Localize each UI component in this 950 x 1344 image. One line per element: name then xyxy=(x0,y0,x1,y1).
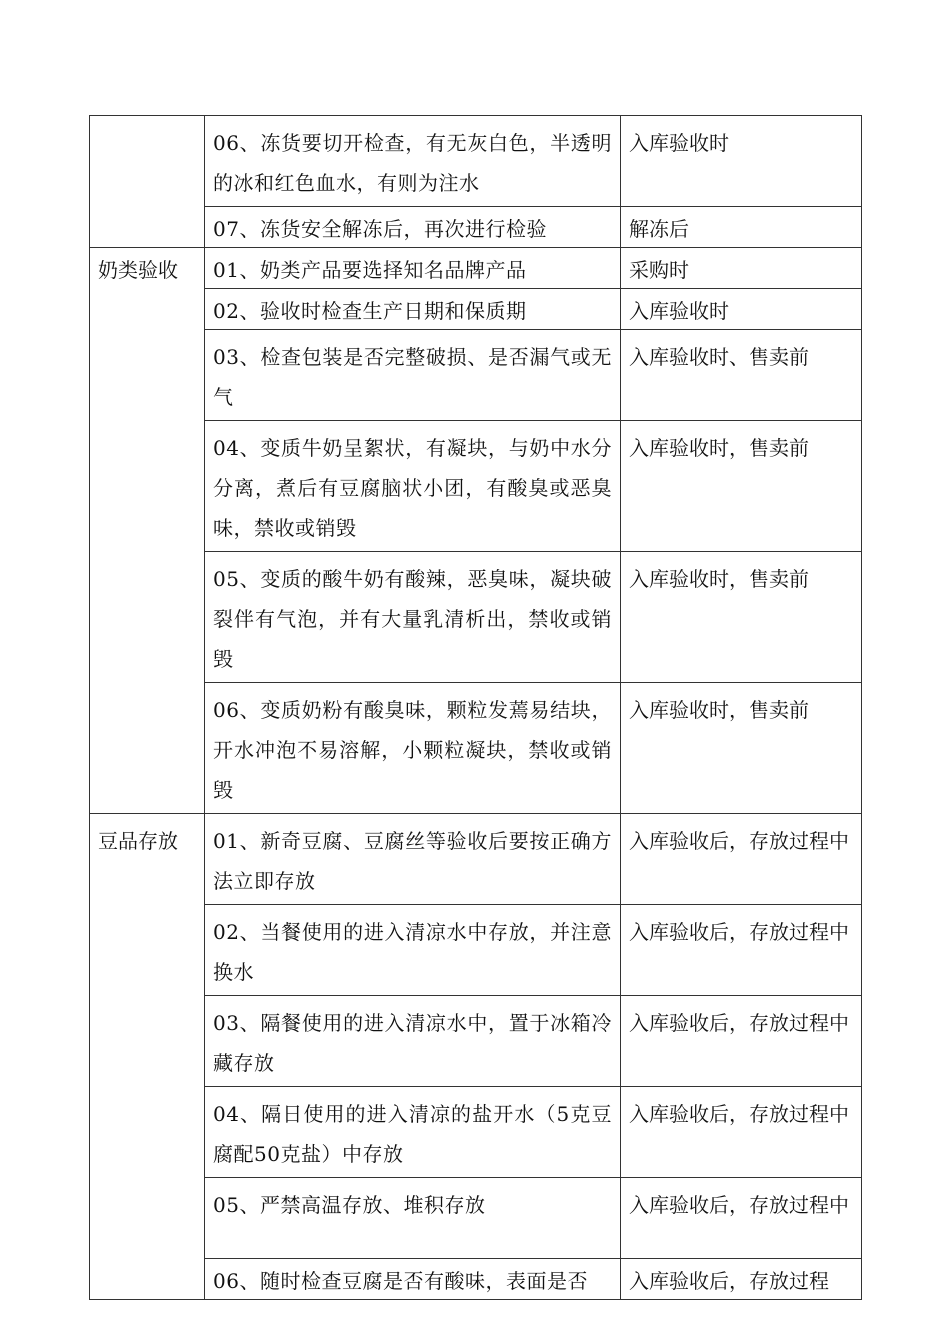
timing-cell: 解冻后 xyxy=(621,207,862,248)
timing-cell: 入库验收时，售卖前 xyxy=(621,421,862,552)
requirement-cell: 04、隔日使用的进入清凉的盐开水（5克豆腐配50克盐）中存放 xyxy=(205,1087,621,1178)
requirement-cell: 01、新奇豆腐、豆腐丝等验收后要按正确方法立即存放 xyxy=(205,814,621,905)
requirement-cell: 02、验收时检查生产日期和保质期 xyxy=(205,289,621,330)
requirement-cell: 05、变质的酸牛奶有酸辣，恶臭味，凝块破裂伴有气泡，并有大量乳清析出，禁收或销毁 xyxy=(205,552,621,683)
timing-cell: 入库验收时 xyxy=(621,289,862,330)
timing-cell: 入库验收后，存放过程中 xyxy=(621,1178,862,1259)
table-row xyxy=(90,1178,862,1259)
requirement-cell: 03、检查包装是否完整破损、是否漏气或无气 xyxy=(205,330,621,421)
table-row xyxy=(90,1087,862,1178)
category-cell: 奶类验收 xyxy=(90,248,205,814)
table-row xyxy=(90,1259,862,1300)
table-row xyxy=(90,207,862,248)
timing-cell: 入库验收后，存放过程中 xyxy=(621,905,862,996)
requirement-cell: 05、严禁高温存放、堆积存放 xyxy=(205,1178,621,1259)
inspection-table xyxy=(89,115,862,1300)
requirement-cell: 06、冻货要切开检查，有无灰白色，半透明的冰和红色血水，有则为注水 xyxy=(205,116,621,207)
requirement-cell: 04、变质牛奶呈絮状，有凝块，与奶中水分分离，煮后有豆腐脑状小团，有酸臭或恶臭味，禁收或销毁 xyxy=(205,421,621,552)
table-row xyxy=(90,248,862,289)
requirement-cell: 07、冻货安全解冻后，再次进行检验 xyxy=(205,207,621,248)
timing-cell: 入库验收时，售卖前 xyxy=(621,552,862,683)
requirement-cell: 03、隔餐使用的进入清凉水中，置于冰箱冷藏存放 xyxy=(205,996,621,1087)
table-row xyxy=(90,552,862,683)
table-row xyxy=(90,814,862,905)
timing-cell: 入库验收时，售卖前 xyxy=(621,683,862,814)
requirement-cell: 06、变质奶粉有酸臭味，颗粒发蔫易结块，开水冲泡不易溶解，小颗粒凝块，禁收或销毁 xyxy=(205,683,621,814)
table-row xyxy=(90,421,862,552)
table-row xyxy=(90,905,862,996)
timing-cell: 入库验收后，存放过程 xyxy=(621,1259,862,1300)
timing-cell: 入库验收后，存放过程中 xyxy=(621,996,862,1087)
timing-cell: 采购时 xyxy=(621,248,862,289)
requirement-cell: 02、当餐使用的进入清凉水中存放，并注意换水 xyxy=(205,905,621,996)
requirement-cell: 01、奶类产品要选择知名品牌产品 xyxy=(205,248,621,289)
timing-cell: 入库验收时、售卖前 xyxy=(621,330,862,421)
table-row xyxy=(90,330,862,421)
requirement-cell: 06、随时检查豆腐是否有酸味，表面是否 xyxy=(205,1259,621,1300)
category-cell xyxy=(90,116,205,248)
table-row xyxy=(90,683,862,814)
table-row xyxy=(90,289,862,330)
timing-cell: 入库验收时 xyxy=(621,116,862,207)
category-cell: 豆品存放 xyxy=(90,814,205,1300)
table-row xyxy=(90,996,862,1087)
timing-cell: 入库验收后，存放过程中 xyxy=(621,1087,862,1178)
table-row xyxy=(90,116,862,207)
timing-cell: 入库验收后，存放过程中 xyxy=(621,814,862,905)
